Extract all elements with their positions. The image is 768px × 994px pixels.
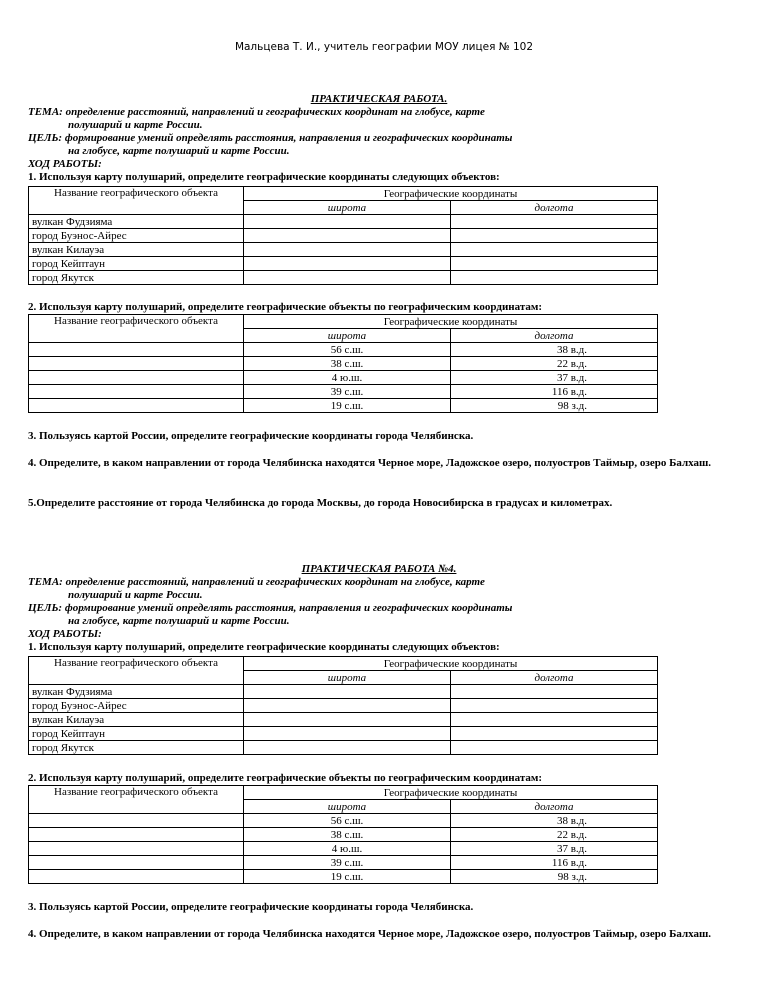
col-name-header: Название географического объекта — [29, 315, 244, 343]
section-title: ПРАКТИЧЕСКАЯ РАБОТА №4. — [301, 563, 457, 575]
col-coords-header: Географические координаты — [244, 786, 658, 800]
table-row: 38 с.ш. 22 в.д. — [29, 828, 658, 842]
table-row: город Буэнос-Айрес — [29, 699, 658, 713]
tema-cont: полушарий и карте России. — [68, 119, 203, 131]
table-1b: Название географического объекта Географические координаты широта долгота 56 с.ш. 38 в.д. 38 с.ш. 22 в.д. 4 ю.ш. 37 в.д. 39 с.ш. 116 в.д. 19 с.ш. 98 з.д. — [28, 314, 730, 413]
table-row: город Кейптаун — [29, 257, 658, 271]
task-5: 5.Определите расстояние от города Челябинска до города Москвы, до города Новосибирска в градусах и километрах. — [28, 497, 613, 509]
col-coords-header: Географические координаты — [244, 657, 658, 671]
task-4: 4. Определите, в каком направлении от города Челябинска находятся Черное море, Ладожское озеро, полуостров Таймыр, озеро Балхаш. — [28, 457, 712, 469]
task-3: 3. Пользуясь картой России, определите географические координаты города Челябинска. — [28, 901, 474, 913]
tema-line: ТЕМА: определение расстояний, направлений и географических координат на глобусе, карте — [28, 106, 485, 118]
task-4: 4. Определите, в каком направлении от города Челябинска находятся Черное море, Ладожское озеро, полуостров Таймыр, озеро Балхаш. — [28, 928, 712, 940]
table-row: вулкан Килауэа — [29, 713, 658, 727]
cel-line: ЦЕЛЬ: формирование умений определять расстояния, направления и географических координаты — [28, 602, 513, 614]
col-name-header: Название географического объекта — [29, 187, 244, 215]
table-row: город Кейптаун — [29, 727, 658, 741]
cel-cont: на глобусе, карте полушарий и карте России. — [68, 145, 290, 157]
col-coords-header: Географические координаты — [244, 187, 658, 201]
section-2-intro — [28, 563, 730, 654]
col-coords-header: Географические координаты — [244, 315, 658, 329]
col-name-header: Название географического объекта — [29, 657, 244, 685]
section-title: ПРАКТИЧЕСКАЯ РАБОТА. — [310, 93, 448, 105]
table-1a — [28, 186, 730, 285]
table-2a: Название географического объекта Географические координаты широта долгота вулкан Фудзияма город Буэнос-Айрес вулкан Килауэа город Кейптаун город Якутск — [28, 656, 730, 755]
table-row: 38 с.ш. 22 в.д. — [29, 357, 658, 371]
table-row: 56 с.ш. 38 в.д. — [29, 814, 658, 828]
hod-label: ХОД РАБОТЫ: — [28, 158, 102, 170]
task-2: 2. Используя карту полушарий, определите географические объекты по географическим координатам: — [28, 772, 543, 784]
section-1-intro — [28, 93, 730, 184]
task-2: 2. Используя карту полушарий, определите географические объекты по географическим координатам: — [28, 301, 543, 313]
cel-cont: на глобусе, карте полушарий и карте России. — [68, 615, 290, 627]
table-2b: Название географического объекта Географические координаты широта долгота 56 с.ш. 38 в.д. 38 с.ш. 22 в.д. 4 ю.ш. 37 в.д. 39 с.ш. 116 в.д. 19 с.ш. 98 з.д. — [28, 785, 730, 884]
table-row: вулкан Фудзияма — [29, 685, 658, 699]
table-row: 4 ю.ш. 37 в.д. — [29, 371, 658, 385]
table-row: вулкан Килауэа — [29, 243, 658, 257]
table-row: 19 с.ш. 98 з.д. — [29, 399, 658, 413]
table-row: город Буэнос-Айрес — [29, 229, 658, 243]
table-row: 4 ю.ш. 37 в.д. — [29, 842, 658, 856]
task-1: 1. Используя карту полушарий, определите географические координаты следующих объектов: — [28, 171, 500, 183]
hod-label: ХОД РАБОТЫ: — [28, 628, 102, 640]
tema-line: ТЕМА: определение расстояний, направлений и географических координат на глобусе, карте — [28, 576, 485, 588]
col-lon-header: долгота — [451, 201, 658, 215]
table-row: город Якутск — [29, 271, 658, 285]
table-row: город Якутск — [29, 741, 658, 755]
table-row: 39 с.ш. 116 в.д. — [29, 385, 658, 399]
col-name-header: Название географического объекта — [29, 786, 244, 814]
col-lat-header: широта — [244, 201, 451, 215]
task-1: 1. Используя карту полушарий, определите географические координаты следующих объектов: — [28, 641, 500, 653]
table-row: 19 с.ш. 98 з.д. — [29, 870, 658, 884]
table-row: 39 с.ш. 116 в.д. — [29, 856, 658, 870]
cel-line: ЦЕЛЬ: формирование умений определять расстояния, направления и географических координаты — [28, 132, 513, 144]
table-row: вулкан Фудзияма — [29, 215, 658, 229]
tema-cont: полушарий и карте России. — [68, 589, 203, 601]
page-header: Мальцева Т. И., учитель географии МОУ лицея № 102 — [234, 41, 534, 53]
task-3: 3. Пользуясь картой России, определите географические координаты города Челябинска. — [28, 430, 474, 442]
table-row: 56 с.ш. 38 в.д. — [29, 343, 658, 357]
